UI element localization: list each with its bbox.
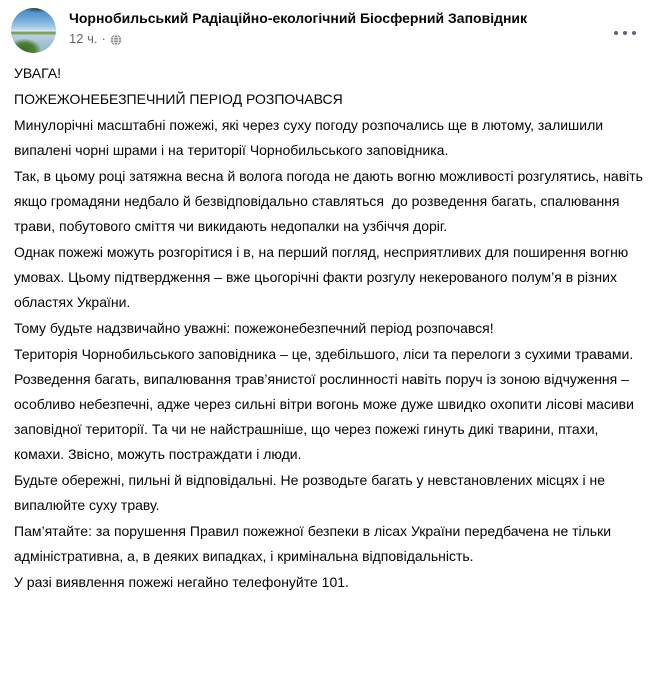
post-paragraph: Тому будьте надзвичайно уважні: пожежонебезпечний період розпочався! xyxy=(14,320,494,336)
post-paragraph: Пам’ятайте: за порушення Правил пожежної безпеки в лісах України передбачена не тільки адміністративна, а, в деяких випадках, і кримінальна відповідальність. xyxy=(14,523,615,564)
post-paragraph: УВАГА! xyxy=(14,65,61,81)
post-paragraph: ПОЖЕЖОНЕБЕЗПЕЧНИЙ ПЕРІОД РОЗПОЧАВСЯ xyxy=(14,91,343,107)
post-paragraph: Територія Чорнобильського заповідника – це, здебільшого, ліси та перелоги з сухими травами. Розведення багать, випалювання трав’янистої рослинності навіть поруч із зоною відчуження – особливо небезпечні, адже через сильні вітри вогонь може дуже швидко охопити лісові масиви заповідної території. Та чи не найстрашніше, що через пожежі гинуть дикі тварини, птахи, комахи. Звісно, можуть постраждати і люди. xyxy=(14,346,638,462)
post-header-info xyxy=(69,8,527,46)
post-paragraph: Минулорічні масштабні пожежі, які через суху погоду розпочались ще в лютому, залишили випалені чорні шрами і на території Чорнобильського заповідника. xyxy=(14,117,607,158)
more-options-icon xyxy=(614,31,636,35)
post-paragraph: Так, в цьому році затяжна весна й волога погода не дають вогню можливості розгулятись, навіть якщо громадяни недбало й безвідповідально ставляться до розведення багать, спалювання трави, побутового сміття чи викидають недопалки на узбіччя доріг. xyxy=(14,168,647,234)
post-text xyxy=(0,53,654,595)
page-name-link[interactable]: Чорнобильський Радіаційно-екологічний Біосферний Заповідник xyxy=(69,10,528,26)
meta-separator: · xyxy=(101,31,106,46)
post-paragraph: Однак пожежі можуть розгорітися і в, на перший погляд, несприятливих для поширення вогню умовах. Цьому підтвердження – вже цьогорічні факти розгулу некерованого полум’я в різних областях України. xyxy=(14,244,633,310)
post-options-button[interactable] xyxy=(608,22,642,44)
page-avatar[interactable] xyxy=(11,8,56,53)
privacy-globe-icon xyxy=(110,33,122,46)
post-paragraph: У разі виявлення пожежі негайно телефонуйте 101. xyxy=(14,574,349,590)
post-paragraph: Будьте обережні, пильні й відповідальні. Не розводьте багать у невстановлених місцях і не випалюйте суху траву. xyxy=(14,472,609,513)
post-header xyxy=(0,0,654,53)
post-meta xyxy=(69,32,527,46)
post-timestamp[interactable]: 12 ч. xyxy=(69,31,98,46)
